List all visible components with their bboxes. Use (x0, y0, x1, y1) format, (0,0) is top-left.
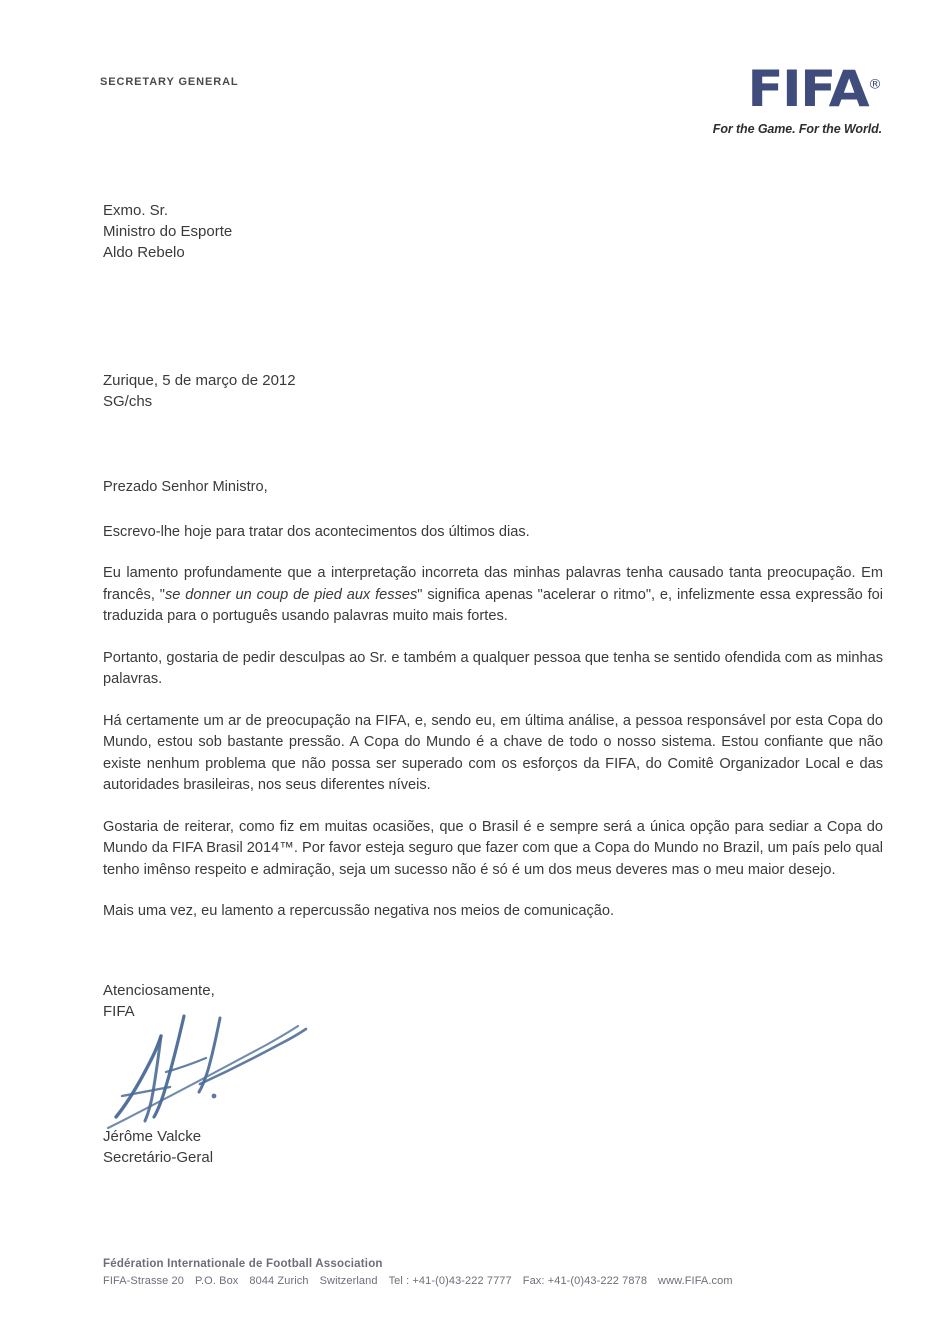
fifa-wordmark-text: FIFA (747, 60, 869, 118)
letter-body (103, 477, 883, 943)
signer-name: Jérôme Valcke (103, 1128, 202, 1145)
body-paragraph-intro: Escrevo-lhe hoje para tratar dos acontecimentos dos últimos dias. (103, 523, 530, 540)
addressee-salutation-line: Exmo. Sr. (103, 202, 169, 219)
body-paragraph-5: Gostaria de reiterar, como fiz em muitas ocasiões, que o Brasil é e sempre será a única opção para sediar a Copa do Mundo da FIFA Brasil 2014™. Por favor esteja seguro que fazer com que a Copa do Mundo no Brazil, um país pelo qual tenho imênso respeito e admiração, seja um sucesso não é só é um dos meus deveres mas o meu maior desejo. (103, 818, 883, 878)
footer-organization-name: Fédération Internationale de Football Association (103, 1258, 383, 1270)
footer-po-box: P.O. Box (194, 1275, 239, 1287)
body-paragraph-2 (103, 563, 883, 628)
addressee-block (103, 200, 232, 263)
closing-phrase: Atenciosamente, (103, 982, 215, 999)
place-and-date: Zurique, 5 de março de 2012 (103, 372, 296, 389)
paragraph-2-text-after: " significa apenas "acelerar o ritmo", e, infelizmente essa expressão foi traduzida para o português usando palavras muito mais fortes. (103, 586, 883, 624)
registered-trademark-icon: ® (868, 77, 882, 93)
fifa-tagline: For the Game. For the World. (712, 122, 882, 136)
body-paragraph-4: Há certamente um ar de preocupação na FIFA, e, sendo eu, em última análise, a pessoa responsável por esta Copa do Mundo, estou sob bastante pressão. A Copa do Mundo é a chave de todo o nosso sistema. Estou confiante que não existe nenhum problema que não possa ser superado com os esforços da FIFA, do Comitê Organizador Local e das autoridades brasileiras, nos seus diferentes níveis. (103, 712, 883, 793)
footer-contact-line (103, 1275, 893, 1287)
body-paragraph-3: Portanto, gostaria de pedir desculpas ao Sr. e também a qualquer pessoa que tenha se sentido ofendida com as minhas palavras. (103, 649, 883, 687)
body-paragraph-6: Mais uma vez, eu lamento a repercussão negativa nos meios de comunicação. (103, 903, 615, 919)
addressee-name-line: Aldo Rebelo (103, 244, 185, 261)
signoff-block (103, 980, 215, 1022)
footer-website: www.FIFA.com (658, 1275, 733, 1287)
signer-title: Secretário-Geral (103, 1149, 214, 1166)
fifa-logo-block (712, 60, 882, 136)
french-expression-quote: se donner un coup de pied aux fesses (164, 586, 418, 603)
addressee-role-line: Ministro do Esporte (103, 223, 233, 240)
fifa-wordmark-logo (747, 60, 882, 118)
footer-city: 8044 Zurich (249, 1275, 309, 1287)
page-footer (103, 1258, 893, 1287)
department-letterhead: SECRETARY GENERAL (100, 76, 239, 88)
paragraph-2-text-before: Eu lamento profundamente que a interpretação incorreta das minhas palavras tenha causado tanta preocupação. Em francês, " (103, 565, 883, 603)
body-salutation: Prezado Senhor Ministro, (103, 479, 268, 495)
footer-telephone: Tel : +41-(0)43-222 7777 (388, 1275, 512, 1287)
signer-block (103, 1126, 213, 1168)
dateline-block (103, 370, 296, 412)
footer-street-address: FIFA-Strasse 20 (103, 1275, 184, 1287)
signing-organization: FIFA (103, 1003, 135, 1020)
reference-code: SG/chs (103, 393, 153, 410)
footer-country: Switzerland (319, 1275, 378, 1287)
footer-fax: Fax: +41-(0)43-222 7878 (522, 1275, 648, 1287)
